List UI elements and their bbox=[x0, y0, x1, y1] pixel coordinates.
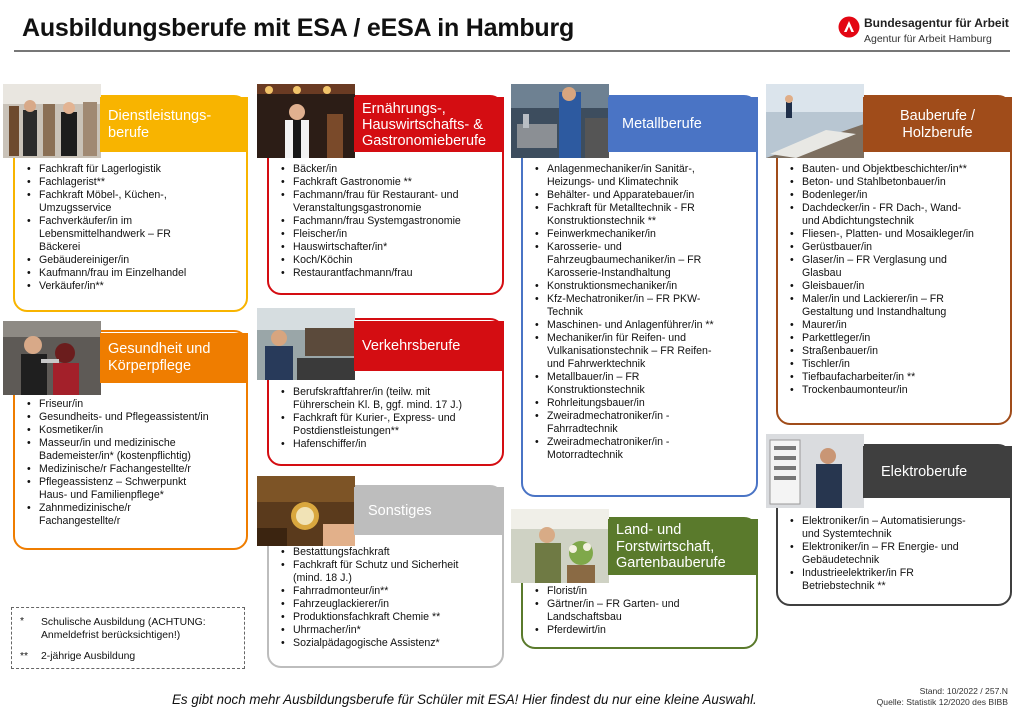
list-elektro bbox=[788, 515, 1004, 593]
list-item: • Uhrmacher/in* bbox=[279, 624, 496, 637]
list-item: • Zweiradmechatroniker/in - Fahrradtechnik bbox=[533, 410, 750, 436]
photo-gesundheit bbox=[3, 321, 101, 395]
list-item: • Konstruktionsmechaniker/in bbox=[533, 280, 750, 293]
header-label-land: Land- und Forstwirtschaft, Gartenbauberufe bbox=[616, 522, 726, 572]
list-item: • Fachkraft für Schutz und Sicherheit (mind. 18 J.) bbox=[279, 559, 496, 585]
list-item: • Tischler/in bbox=[788, 358, 1004, 371]
list-item: • Hafenschiffer/in bbox=[279, 438, 496, 451]
stand-info bbox=[877, 686, 1008, 707]
header-label-elektro: Elektroberufe bbox=[881, 463, 968, 480]
list-item: • Berufskraftfahrer/in (teilw. mit Führerschein Kl. B, ggf. mind. 17 J.) bbox=[279, 386, 496, 412]
list-item: • Gleisbauer/in bbox=[788, 280, 1004, 293]
photo-verkehr bbox=[257, 308, 355, 380]
page-title: Ausbildungsberufe mit ESA / eESA in Hamburg bbox=[22, 14, 575, 42]
list-item: • Friseur/in bbox=[25, 398, 240, 411]
list-item: • Hauswirtschafter/in* bbox=[279, 241, 496, 254]
list-item: • Verkäufer/in** bbox=[25, 280, 240, 293]
list-item: • Mechaniker/in für Reifen- und Vulkanisationstechnik – FR Reifen- und Fahrwerktechnik bbox=[533, 332, 750, 371]
list-item: • Elektroniker/in – FR Energie- und Gebäudetechnik bbox=[788, 541, 1004, 567]
list-item: • Fachlagerist** bbox=[25, 176, 240, 189]
header-land bbox=[608, 519, 758, 575]
list-item: • Fliesen-, Platten- und Mosaikleger/in bbox=[788, 228, 1004, 241]
photo-sonstiges bbox=[257, 476, 355, 546]
list-item: • Fachmann/frau Systemgastronomie bbox=[279, 215, 496, 228]
list-item: • Gärtner/in – FR Garten- und Landschaftsbau bbox=[533, 598, 750, 624]
list-item: • Florist/in bbox=[533, 585, 750, 598]
list-land bbox=[533, 585, 750, 637]
list-item: • Trockenbaumonteur/in bbox=[788, 384, 1004, 397]
list-item: • Gebäudereiniger/in bbox=[25, 254, 240, 267]
list-item: • Maler/in und Lackierer/in – FR Gestaltung und Instandhaltung bbox=[788, 293, 1004, 319]
list-item: • Bauten- und Objektbeschichter/in** bbox=[788, 163, 1004, 176]
list-item: • Kaufmann/frau im Einzelhandel bbox=[25, 267, 240, 280]
header-gesundheit bbox=[100, 333, 248, 383]
list-item: • Fachkraft für Metalltechnik - FR Konstruktionstechnik ** bbox=[533, 202, 750, 228]
header-verkehr bbox=[354, 321, 504, 371]
header-bau bbox=[863, 97, 1012, 152]
stand-line2: Quelle: Statistik 12/2020 des BIBB bbox=[876, 696, 1008, 707]
ba-logo-icon bbox=[838, 16, 860, 38]
list-item: • Fachmann/frau für Restaurant- und Veranstaltungsgastronomie bbox=[279, 189, 496, 215]
list-bau bbox=[788, 163, 1004, 397]
header-label-ernaehrung: Ernährungs-, Hauswirtschafts- & Gastronomieberufe bbox=[362, 100, 487, 149]
list-gesundheit bbox=[25, 398, 240, 528]
list-item: • Fahrzeuglackierer/in bbox=[279, 598, 496, 611]
legend-text-1: Schulische Ausbildung (ACHTUNG: Anmeldefrist berücksichtigen!) bbox=[41, 617, 206, 641]
header-elektro bbox=[863, 446, 1012, 498]
list-item: • Glaser/in – FR Verglasung und Glasbau bbox=[788, 254, 1004, 280]
list-item: • Fachkraft für Lagerlogistik bbox=[25, 163, 240, 176]
header-label-metall: Metallberufe bbox=[622, 116, 702, 132]
list-dienstleistung bbox=[25, 163, 240, 293]
list-verkehr bbox=[279, 386, 496, 451]
list-item: • Beton- und Stahlbetonbauer/in bbox=[788, 176, 1004, 189]
photo-metall bbox=[511, 84, 609, 158]
list-item: • Dachdecker/in - FR Dach-, Wand- und Abdichtungstechnik bbox=[788, 202, 1004, 228]
list-item: • Feinwerkmechaniker/in bbox=[533, 228, 750, 241]
list-item: • Gerüstbauer/in bbox=[788, 241, 1004, 254]
list-item: • Tiefbaufacharbeiter/in ** bbox=[788, 371, 1004, 384]
header-ernaehrung bbox=[354, 97, 504, 152]
header-metall bbox=[608, 97, 758, 152]
list-item: • Parkettleger/in bbox=[788, 332, 1004, 345]
list-item: • Karosserie- und Fahrzeugbaumechaniker/in – FR Karosserie-Instandhaltung bbox=[533, 241, 750, 280]
header-dienstleistung bbox=[100, 97, 248, 152]
list-item: • Sozialpädagogische Assistenz* bbox=[279, 637, 496, 650]
list-item: • Maurer/in bbox=[788, 319, 1004, 332]
list-item: • Restaurantfachmann/frau bbox=[279, 267, 496, 280]
photo-elektro bbox=[766, 434, 864, 508]
photo-land bbox=[511, 509, 609, 583]
list-sonstiges bbox=[279, 546, 496, 650]
header-label-bau: Bauberufe / Holzberufe bbox=[900, 107, 975, 141]
list-item: • Fachkraft Möbel-, Küchen-, Umzugsservice bbox=[25, 189, 240, 215]
photo-bau bbox=[766, 84, 864, 158]
header-label-dienstleistung: Dienstleistungs- berufe bbox=[108, 107, 212, 141]
legend bbox=[11, 607, 245, 669]
header-label-sonstiges: Sonstiges bbox=[368, 502, 432, 519]
logo-line2: Agentur für Arbeit Hamburg bbox=[864, 33, 992, 45]
list-item: • Medizinische/r Fachangestellte/r bbox=[25, 463, 240, 476]
list-item: • Bäcker/in bbox=[279, 163, 496, 176]
photo-ernaehrung bbox=[257, 84, 355, 158]
logo-line1: Bundesagentur für Arbeit bbox=[864, 16, 1009, 30]
header-label-gesundheit: Gesundheit und Körperpflege bbox=[108, 341, 211, 374]
list-item: • Bodenleger/in bbox=[788, 189, 1004, 202]
list-item: • Bestattungsfachkraft bbox=[279, 546, 496, 559]
title-rule bbox=[14, 50, 1010, 52]
list-item: • Kfz-Mechatroniker/in – FR PKW- Technik bbox=[533, 293, 750, 319]
list-item: • Rohrleitungsbauer/in bbox=[533, 397, 750, 410]
legend-text-2: 2-jährige Ausbildung bbox=[41, 651, 136, 662]
header-sonstiges bbox=[354, 487, 504, 535]
list-item: • Pferdewirt/in bbox=[533, 624, 750, 637]
list-item: • Fahrradmonteur/in** bbox=[279, 585, 496, 598]
list-item: • Kosmetiker/in bbox=[25, 424, 240, 437]
list-item: • Metallbauer/in – FR Konstruktionstechnik bbox=[533, 371, 750, 397]
list-item: • Pflegeassistenz – Schwerpunkt Haus- und Familienpflege* bbox=[25, 476, 240, 502]
list-item: • Fleischer/in bbox=[279, 228, 496, 241]
list-item: • Fachverkäufer/in im Lebensmittelhandwerk – FR Bäckerei bbox=[25, 215, 240, 254]
list-ernaehrung bbox=[279, 163, 496, 280]
list-item: • Koch/Köchin bbox=[279, 254, 496, 267]
legend-mark-1: * bbox=[20, 616, 25, 627]
list-item: • Fachkraft für Kurier-, Express- und Postdienstleistungen** bbox=[279, 412, 496, 438]
list-item: • Gesundheits- und Pflegeassistent/in bbox=[25, 411, 240, 424]
list-item: • Industrieelektriker/in FR Betriebstechnik ** bbox=[788, 567, 1004, 593]
list-metall bbox=[533, 163, 750, 462]
list-item: • Masseur/in und medizinische Bademeister/in* (kostenpflichtig) bbox=[25, 437, 240, 463]
list-item: • Zahnmedizinische/r Fachangestellte/r bbox=[25, 502, 240, 528]
list-item: • Behälter- und Apparatebauer/in bbox=[533, 189, 750, 202]
list-item: • Zweiradmechatroniker/in - Motorradtechnik bbox=[533, 436, 750, 462]
list-item: • Anlagenmechaniker/in Sanitär-, Heizungs- und Klimatechnik bbox=[533, 163, 750, 189]
list-item: • Fachkraft Gastronomie ** bbox=[279, 176, 496, 189]
list-item: • Produktionsfachkraft Chemie ** bbox=[279, 611, 496, 624]
list-item: • Maschinen- und Anlagenführer/in ** bbox=[533, 319, 750, 332]
list-item: • Straßenbauer/in bbox=[788, 345, 1004, 358]
stand-line1: Stand: 10/2022 / 257.N bbox=[919, 686, 1008, 696]
footer-note: Es gibt noch mehr Ausbildungsberufe für Schüler mit ESA! Hier findest du nur eine kleine Auswahl. bbox=[172, 692, 757, 707]
photo-dienstleistung bbox=[3, 84, 101, 158]
logo bbox=[838, 14, 1018, 50]
legend-mark-2: ** bbox=[20, 651, 29, 662]
list-item: • Elektroniker/in – Automatisierungs- und Systemtechnik bbox=[788, 515, 1004, 541]
header-label-verkehr: Verkehrsberufe bbox=[362, 337, 461, 354]
